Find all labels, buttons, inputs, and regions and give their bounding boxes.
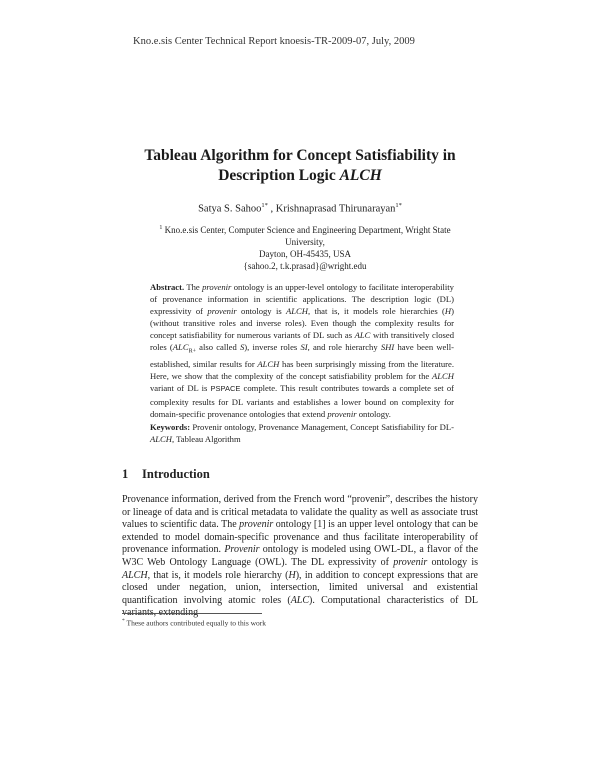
title-line-1: Tableau Algorithm for Concept Satisfiability in	[144, 147, 456, 164]
footnote-divider	[122, 613, 262, 614]
author-1-marks: 1*	[261, 202, 268, 209]
keywords: Keywords: Provenir ontology, Provenance Management, Concept Satisfiability for DL-ALCH, Tableau Algorithm	[150, 422, 454, 445]
affiliation-mark: 1	[159, 225, 163, 231]
author-emails: {sahoo.2, t.k.prasad}@wright.edu	[243, 261, 367, 271]
running-header: Kno.e.sis Center Technical Report knoesis-TR-2009-07, July, 2009	[133, 36, 415, 47]
keywords-label: Keywords:	[150, 422, 191, 432]
author-1: Satya S. Sahoo	[198, 203, 262, 215]
section-heading-introduction	[122, 467, 210, 482]
author-2-marks: 1*	[395, 202, 402, 209]
title-dl-name: ALCH	[339, 167, 382, 184]
title-line-2: Description Logic ALCH	[218, 167, 382, 184]
abstract-label: Abstract.	[150, 282, 185, 292]
footnote-mark: *	[122, 618, 125, 624]
author-list: Satya S. Sahoo$^{1*}$ , Krishnaprasad Thirunarayan$^{1*}$	[198, 202, 402, 215]
introduction-paragraph: Provenance information, derived from the French word “provenir”, describes the history or lineage of data and is critical metadata to validate the quality as well as associate trust values to scientific data. The provenir ontology [1] is an upper level ontology that can be extended to model domain-specific provenance and thus facilitate interoperability of provenance information. Provenir ontology is modeled using OWL-DL, a flavor of the W3C Web Ontology Language (OWL). The DL expressivity of provenir ontology is ALCH, that is, it models role hierarchy (H), in addition to concept expressions that are closed under negation, union, intersection, limited universal and existential quantification involving atomic roles (ALC). Computational characteristics of DL variants, extending	[122, 494, 479, 619]
footnote: * These authors contributed equally to this work	[122, 618, 267, 628]
section-title: Introduction	[142, 467, 210, 481]
affiliation: $^1$ Kno.e.sis Center, Computer Science and Engineering Department, Wright State University, Dayton, OH-45435, USA {sahoo.2, t.k.prasad}@wright.edu	[140, 222, 470, 272]
abstract: Abstract. The provenir ontology is an upper-level ontology to facilitate interoperability of provenance information in scientific applications. The description logic (DL) expressivity of provenir ontology is ALCH, that is, it models role hierarchies (H) (without transitive roles and inverse roles). Even though the complexity results for concept satisfiability for numerous variants of DL such as ALC with transitively closed roles ($ALC_{R+}$ also called S), inverse roles SI, and role hierarchy SHI have been well-established, similar results for ALCH has been surprisingly missing from the literature. Here, we show that the complexity of the concept satisfiability problem for the ALCH variant of DL is PSPACE complete. This result contributes towards a complete set of complexity results for DL variants and establishes a lower bound on complexity for domain-specific provenance ontologies that extend provenir ontology.	[150, 282, 455, 419]
paper-title	[100, 146, 500, 186]
author-2: Krishnaprasad Thirunarayan	[275, 203, 396, 215]
section-number: 1	[122, 467, 129, 481]
